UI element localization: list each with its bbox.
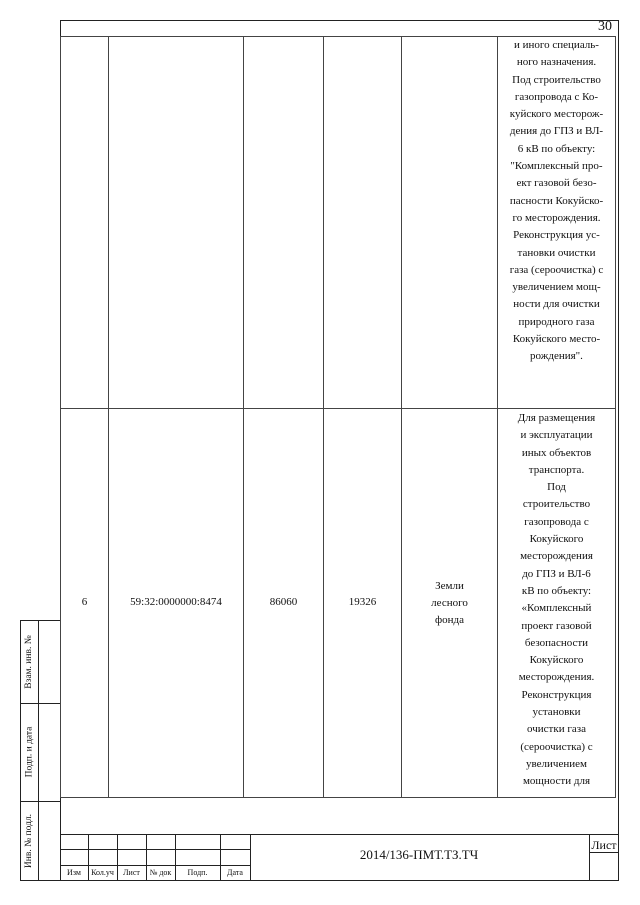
side-label-signature xyxy=(20,703,38,801)
cadastral-number-cell xyxy=(108,409,243,797)
table-cell xyxy=(401,37,497,408)
area-value: 19326 xyxy=(348,596,377,609)
side-label-original xyxy=(20,801,38,881)
area-value: 86060 xyxy=(269,596,298,609)
title-block-header: Кол.уч xyxy=(91,868,114,877)
title-block-header: Лист xyxy=(123,868,140,877)
table-cell xyxy=(323,37,401,408)
land-category-cell xyxy=(401,409,497,797)
table-cell xyxy=(60,37,108,408)
title-block-header: Дата xyxy=(227,868,243,877)
title-block-header: Изм xyxy=(67,868,81,877)
side-label-text: Подп. и дата xyxy=(24,726,35,778)
cadastral-number: 59:32:0000000:8474 xyxy=(130,596,222,609)
description-cell xyxy=(497,409,616,797)
document-code: 2014/136-ПМТ.ТЗ.ТЧ xyxy=(359,847,479,862)
title-block-line xyxy=(60,834,619,835)
side-strip-line xyxy=(38,620,39,881)
sheet-label: Лист xyxy=(591,838,617,852)
side-label-text: Инв. № подл. xyxy=(24,813,35,869)
description-cell xyxy=(497,37,616,408)
area-cell xyxy=(243,409,323,797)
title-block-header: Подп. xyxy=(187,868,208,877)
row-number: 6 xyxy=(81,596,88,609)
description-text: и иного специаль- ного назначения. Под строительство газопровода с Ко- куйского месторож- дения до ГПЗ и ВЛ- 6 кВ по объекту: "Комплексный про- ект газовой безо- пасности Кокуйско- го месторождения. Реконструкция ус- тановки очистки газа (сероочистка) с увеличением мощ- ности для очистки природного газа Кокуйского место- рождения". xyxy=(509,39,604,363)
table-row xyxy=(60,36,616,409)
title-block-header: № док xyxy=(149,868,172,877)
side-label-text: Взам. инв. № xyxy=(24,634,35,689)
row-number-cell xyxy=(60,409,108,797)
description-text: Для размещения и эксплуатации иных объектов транспорта. Под строительство газопровода с Кокуйского месторождения до ГПЗ и ВЛ-6 кВ по объекту: «Комплексный проект газовой безопасности Кокуйского месторождения. Реконструкция установки очистки газа (сероочистка) с увеличением мощности для xyxy=(517,412,596,788)
side-label-replacement xyxy=(20,620,38,703)
land-category: Земли лесного фонда xyxy=(431,579,468,627)
table-cell xyxy=(243,37,323,408)
table-row xyxy=(60,409,616,798)
page-number: 30 xyxy=(598,19,612,34)
table-cell xyxy=(108,37,243,408)
area-cell xyxy=(323,409,401,797)
